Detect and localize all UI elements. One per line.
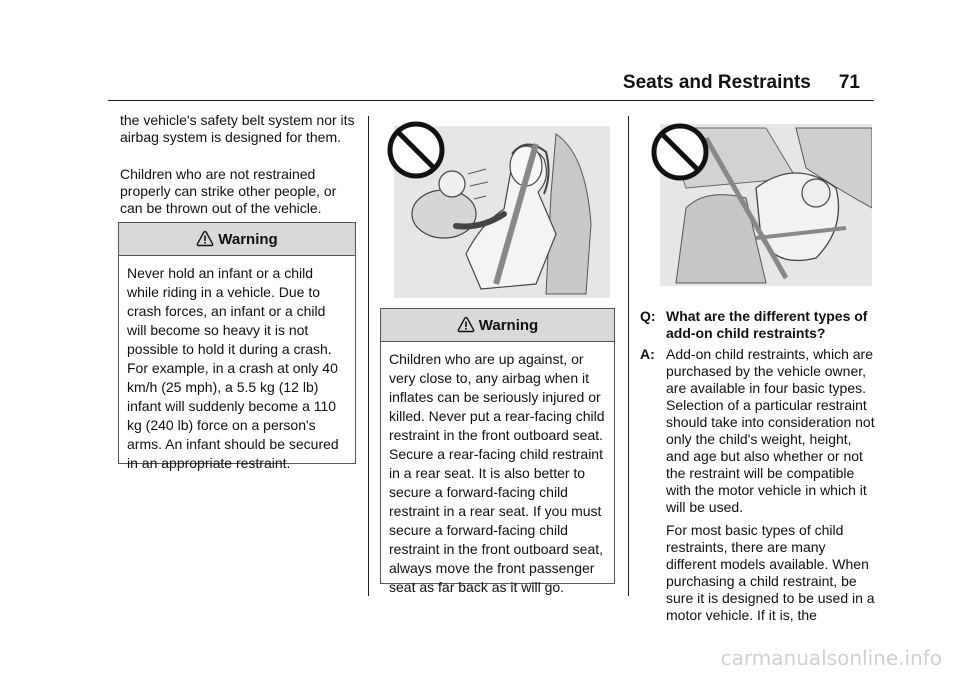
header-rule xyxy=(108,100,874,101)
warning-text: Never hold an infant or a child while riding in a vehicle. Due to crash forces, an infant or a child will become so heavy it is not possible to hold it during a crash. For example, in a crash at only 40 km/h (25 mph), a 5.5 kg (12 lb) infant will suddenly become a 110 kg (240 lb) force on a person's arms. An infant should be secured in an appropriate restraint. xyxy=(127,265,339,471)
body-paragraph-1: the vehicle's safety belt system nor its airbag system is designed for them. xyxy=(120,112,355,145)
column-divider-right xyxy=(628,116,629,596)
answer-label: A: xyxy=(640,346,655,362)
prohibited-holding-infant-illustration xyxy=(386,114,614,300)
warning-header xyxy=(119,223,355,256)
warning-text: Children who are up against, or very close to, any airbag when it inflates can be seriously injured or killed. Never put a rear-facing child restraint in the front outboard seat. Secure a rear-facing child restraint in a rear seat. It is also better to secure a forward-facing child restraint in a rear seat. If you must secure a forward-facing child restraint in the front outboard seat, always move the front passenger seat as far back as it will go. xyxy=(389,351,605,595)
column-divider-left xyxy=(368,116,369,596)
warning-icon xyxy=(457,316,475,334)
question-text: What are the different types of add-on child restraints? xyxy=(666,308,868,341)
warning-icon xyxy=(196,230,214,248)
watermark: carmanualsonline.info xyxy=(720,646,942,670)
warning-box-left xyxy=(118,222,356,471)
warning-title: Warning xyxy=(478,316,539,334)
body-paragraph-2: Children who are not restrained properly can strike other people, or can be thrown out of the vehicle. xyxy=(120,166,337,216)
question xyxy=(640,308,878,342)
warning-header xyxy=(381,309,614,342)
warning-box-middle xyxy=(380,308,615,595)
page-header xyxy=(623,72,860,94)
page-number: 71 xyxy=(838,72,860,93)
answer xyxy=(640,346,878,624)
answer-paragraph-2: For most basic types of child restraints, there are many different models available. When purchasing a child restraint, be sure it is designed to be used in a motor vehicle. If it is, the xyxy=(666,522,875,623)
warning-title: Warning xyxy=(218,230,278,248)
prohibited-rear-facing-front-seat-illustration xyxy=(646,118,872,288)
question-label: Q: xyxy=(640,308,656,324)
answer-paragraph-1: Add-on child restraints, which are purchased by the vehicle owner, are available in four basic types. Selection of a particular restraint should take into consideration not only the child's weight, height, and age but also whether or not the restraint will be compatible with the motor vehicle in which it will be used. xyxy=(666,346,875,515)
section-title: Seats and Restraints xyxy=(622,72,811,93)
